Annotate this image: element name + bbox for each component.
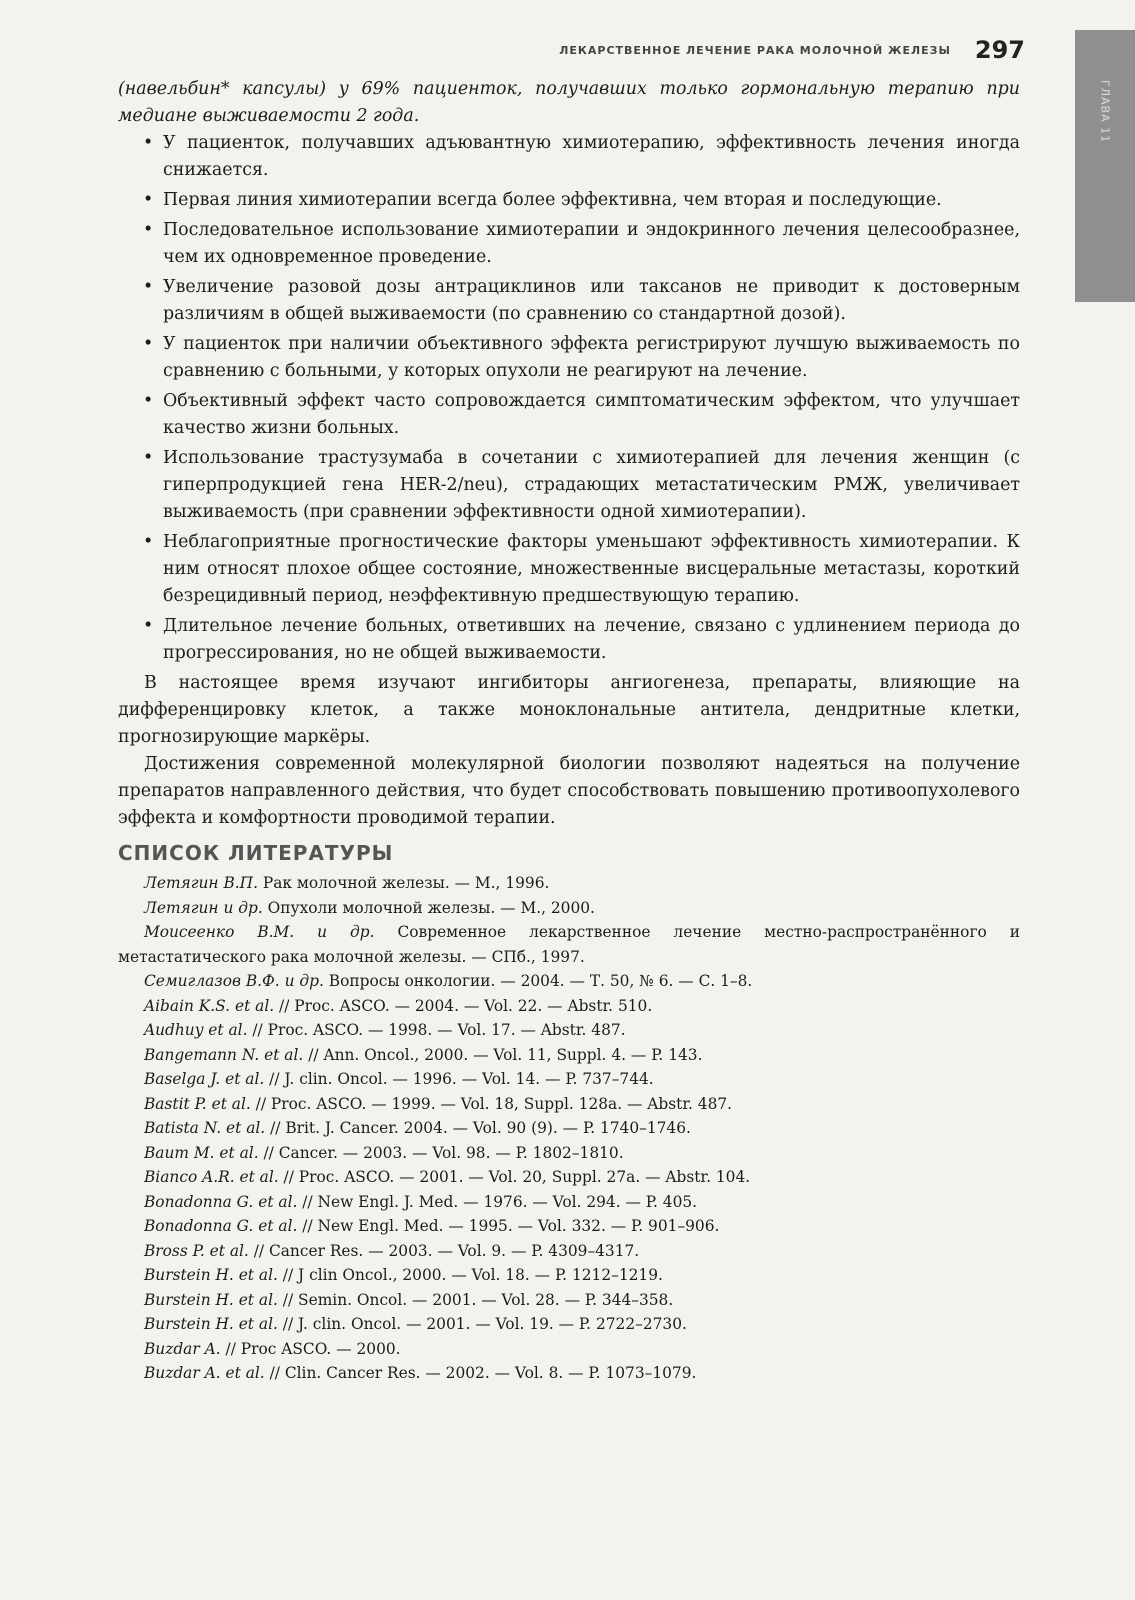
reference-item: [118, 1165, 1020, 1190]
running-head: ЛЕКАРСТВЕННОЕ ЛЕЧЕНИЕ РАКА МОЛОЧНОЙ ЖЕЛЕЗЫ: [559, 43, 951, 57]
reference-text: Вопросы онкологии. — 2004. — Т. 50, № 6. — С. 1–8.: [323, 972, 753, 990]
list-item: • Последовательное использование химиотерапии и эндокринного лечения целесообразнее, чем их одновременное проведение.: [118, 217, 1020, 271]
list-item: • Длительное лечение больных, ответивших на лечение, связано с удлинением периода до прогрессирования, но не общей выживаемости.: [118, 613, 1020, 667]
reference-text: // Proc. ASCO. — 1999. — Vol. 18, Suppl. 128a. — Abstr. 487.: [250, 1094, 733, 1113]
reference-author: Burstein H. et al.: [144, 1266, 278, 1284]
reference-text: // New Engl. Med. — 1995. — Vol. 332. — P. 901–906.: [297, 1217, 720, 1235]
reference-item: [118, 1288, 1020, 1313]
reference-author: Aibain K.S. et al.: [144, 996, 275, 1015]
reference-item: [118, 1214, 1020, 1239]
reference-item: [118, 969, 1020, 994]
reference-text: // Cancer Res. — 2003. — Vol. 9. — P. 4309–4317.: [248, 1241, 640, 1260]
reference-author: Buzdar A. et al.: [144, 1364, 265, 1382]
list-item: • Использование трастузумаба в сочетании с химиотерапией для лечения женщин (с гиперпродукцией гена HER-2/neu), страдающих метастатическим РМЖ, увеличивает выживаемость (при сравнении эффективности одной химиотерапии).: [118, 445, 1020, 526]
list-item: • Увеличение разовой дозы антрациклинов или таксанов не приводит к достоверным различиям в общей выживаемости (по сравнению со стандартной дозой).: [118, 274, 1020, 328]
reference-item: [118, 871, 1020, 896]
list-item: • Неблагоприятные прогностические факторы уменьшают эффективность химиотерапии. К ним относят плохое общее состояние, множественные висцеральные метастазы, короткий безрецидивный период, неэффективную предшествующую терапию.: [118, 529, 1020, 610]
reference-author: Bastit P. et al.: [144, 1094, 251, 1113]
list-item: • У пациенток, получавших адъювантную химиотерапию, эффективность лечения иногда снижается.: [118, 130, 1020, 184]
reference-text: // Proc. ASCO. — 2001. — Vol. 20, Suppl. 27a. — Abstr. 104.: [278, 1168, 751, 1186]
reference-author: Семиглазов В.Ф. и др.: [144, 972, 324, 990]
reference-text: // Proc. ASCO. — 2004. — Vol. 22. — Abstr. 510.: [274, 996, 653, 1015]
reference-author: Летягин и др.: [144, 898, 263, 917]
reference-text: // J. clin. Oncol. — 2001. — Vol. 19. — P. 2722–2730.: [277, 1315, 687, 1333]
reference-text: // J. clin. Oncol. — 1996. — Vol. 14. — P. 737–744.: [264, 1070, 654, 1088]
reference-author: Летягин В.П.: [144, 874, 258, 892]
reference-author: Baselga J. et al.: [144, 1070, 265, 1088]
body-paragraph: В настоящее время изучают ингибиторы ангиогенеза, препараты, влияющие на дифференцировку клеток, а также моноклональные антитела, дендритные клетки, прогнозирующие маркёры.: [118, 673, 1020, 747]
reference-item: [118, 994, 1020, 1019]
page-number: 297: [974, 36, 1025, 64]
reference-text: Опухоли молочной железы. — М., 2000.: [262, 898, 595, 917]
reference-text: Рак молочной железы. — М., 1996.: [257, 874, 550, 892]
bullet-list: [118, 130, 1020, 667]
reference-text: // Ann. Oncol., 2000. — Vol. 11, Suppl. 4. — P. 143.: [303, 1045, 703, 1064]
reference-author: Bianco A.R. et al.: [144, 1168, 279, 1186]
intro-paragraph: (навельбин* капсулы) у 69% пациенток, получавших только гормональную терапию при медиане выживаемости 2 года.: [118, 79, 1020, 126]
page-body: [118, 76, 1020, 1386]
reference-author: Audhuy et al.: [144, 1021, 248, 1039]
reference-text: // J clin Oncol., 2000. — Vol. 18. — P. 1212–1219.: [277, 1266, 663, 1284]
reference-item: [118, 1337, 1020, 1362]
reference-author: Buzdar A.: [144, 1339, 221, 1358]
reference-item: [118, 1043, 1020, 1068]
reference-author: Batista N. et al.: [144, 1119, 266, 1137]
reference-author: Bross P. et al.: [144, 1241, 249, 1260]
reference-author: Bonadonna G. et al.: [144, 1192, 298, 1211]
reference-item: [118, 1092, 1020, 1117]
reference-item: [118, 1018, 1020, 1043]
reference-author: Baum M. et al.: [144, 1143, 259, 1162]
chapter-tab: [1075, 30, 1135, 302]
reference-item: [118, 1263, 1020, 1288]
reference-text: // Brit. J. Cancer. 2004. — Vol. 90 (9). — P. 1740–1746.: [265, 1119, 691, 1137]
reference-item: [118, 1190, 1020, 1215]
reference-author: Моисеенко В.М. и др.: [144, 923, 375, 941]
reference-text: // Semin. Oncol. — 2001. — Vol. 28. — P. 344–358.: [277, 1290, 674, 1309]
reference-item: [118, 1116, 1020, 1141]
reference-item: [118, 896, 1020, 921]
body-paragraph: Достижения современной молекулярной биологии позволяют надеяться на получение препаратов направленного действия, что будет способствовать повышению противоопухолевого эффекта и комфортности проводимой терапии.: [118, 754, 1020, 828]
reference-author: Burstein H. et al.: [144, 1290, 278, 1309]
reference-author: Bangemann N. et al.: [144, 1045, 304, 1064]
reference-item: [118, 1361, 1020, 1386]
reference-item: [118, 1141, 1020, 1166]
list-item: • У пациенток при наличии объективного эффекта регистрируют лучшую выживаемость по сравнению с больными, у которых опухоли не реагируют на лечение.: [118, 331, 1020, 385]
chapter-tab-label: ГЛАВА 11: [1098, 80, 1112, 144]
reference-text: // Proc. ASCO. — 1998. — Vol. 17. — Abstr. 487.: [247, 1021, 626, 1039]
reference-text: // Clin. Cancer Res. — 2002. — Vol. 8. — P. 1073–1079.: [264, 1364, 697, 1382]
reference-text: Современное лекарственное лечение местно-распространённого и метастатического рака молочной железы. — СПб., 1997.: [118, 923, 1021, 966]
list-item: • Первая линия химиотерапии всегда более эффективна, чем вторая и последующие.: [118, 187, 1020, 214]
reference-author: Burstein H. et al.: [144, 1315, 278, 1333]
reference-item: [118, 1312, 1020, 1337]
page-header: [480, 30, 1025, 70]
list-item: • Объективный эффект часто сопровождается симптоматическим эффектом, что улучшает качество жизни больных.: [118, 388, 1020, 442]
reference-item: [118, 920, 1020, 969]
reference-text: // New Engl. J. Med. — 1976. — Vol. 294. — P. 405.: [297, 1192, 698, 1211]
references-heading: СПИСОК ЛИТЕРАТУРЫ: [118, 841, 394, 865]
reference-author: Bonadonna G. et al.: [144, 1217, 298, 1235]
reference-text: // Cancer. — 2003. — Vol. 98. — P. 1802–1810.: [258, 1143, 624, 1162]
reference-text: // Proc ASCO. — 2000.: [220, 1339, 401, 1358]
references-list: [118, 871, 1020, 1386]
reference-item: [118, 1239, 1020, 1264]
reference-item: [118, 1067, 1020, 1092]
